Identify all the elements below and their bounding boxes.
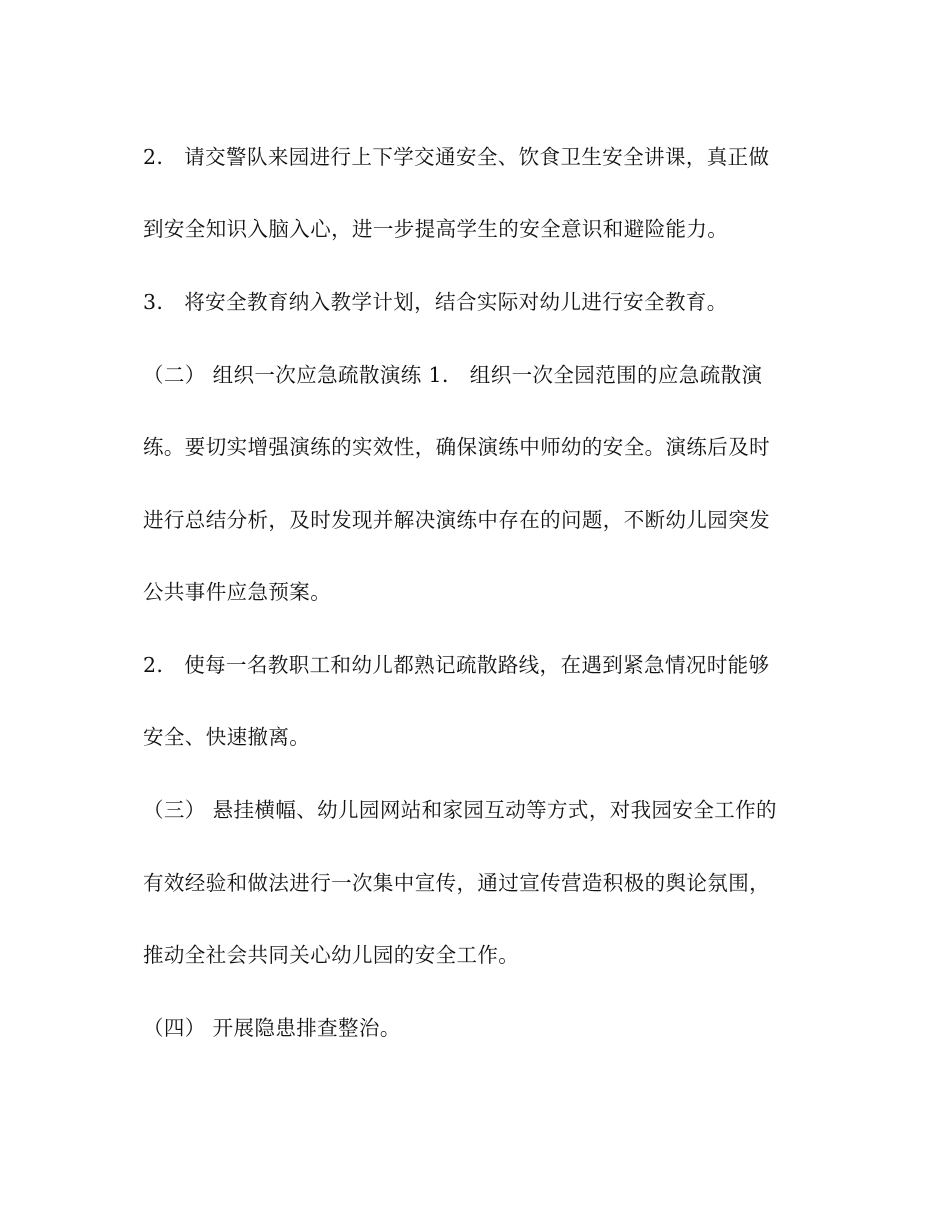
text-line: 公共事件应急预案。 <box>143 580 332 604</box>
text-line: 2． 使每一名教职工和幼儿都熟记疏散路线，在遇到紧急情况时能够 <box>143 653 770 677</box>
text-line: 练。要切实增强演练的实效性，确保演练中师幼的安全。演练后及时 <box>143 435 770 459</box>
text-line: 2． 请交警队来园进行上下学交通安全、饮食卫生安全讲课，真正做 <box>143 145 770 169</box>
text-line: 3． 将安全教育纳入教学计划，结合实际对幼儿进行安全教育。 <box>143 290 728 314</box>
text-line: （二） 组织一次应急疏散演练 1． 组织一次全园范围的应急疏散演 <box>143 363 763 387</box>
text-line: 到安全知识入脑入心，进一步提高学生的安全意识和避险能力。 <box>143 217 729 241</box>
text-line: （四） 开展隐患排查整治。 <box>143 1016 401 1040</box>
text-line: 推动全社会共同关心幼儿园的安全工作。 <box>143 943 520 967</box>
text-line: 安全、快速撤离。 <box>143 725 311 749</box>
text-line: 进行总结分析，及时发现并解决演练中存在的问题，不断幼儿园突发 <box>143 508 770 532</box>
text-line: 有效经验和做法进行一次集中宣传，通过宣传营造积极的舆论氛围， <box>143 871 770 895</box>
text-line: （三） 悬挂横幅、幼儿园网站和家园互动等方式，对我园安全工作的 <box>143 798 777 822</box>
